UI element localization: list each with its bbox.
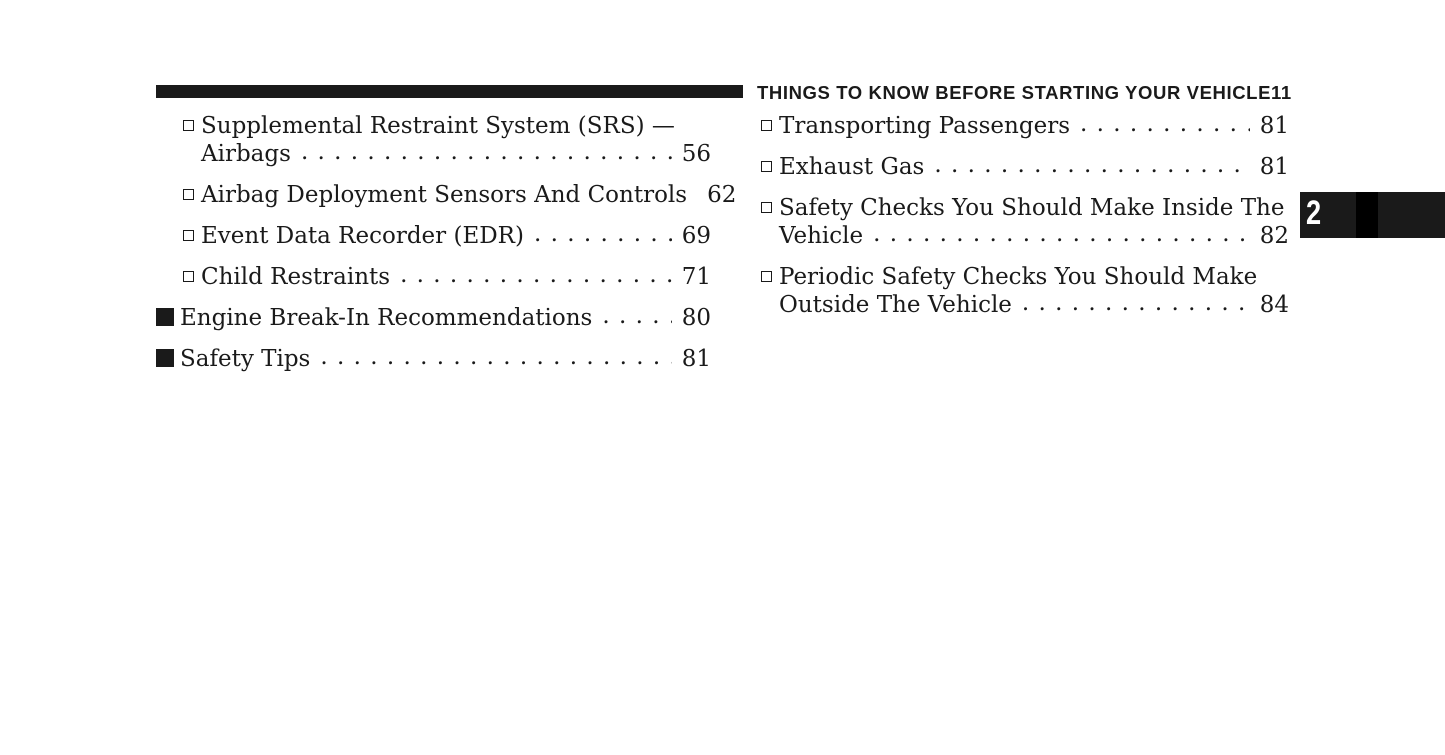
dot-leader <box>534 220 672 248</box>
toc-right-column <box>757 112 1289 332</box>
dot-leader <box>400 261 672 289</box>
checkbox-bullet-icon <box>183 271 194 282</box>
toc-entry-label: Child Restraints <box>201 264 391 290</box>
dot-leader <box>602 302 671 330</box>
checkbox-bullet-icon <box>183 230 194 241</box>
chapter-tab[interactable] <box>1300 192 1445 238</box>
toc-entry-page: 81 <box>1259 154 1289 180</box>
toc-entry-page: 82 <box>1259 223 1289 249</box>
toc-entry-page: 84 <box>1259 292 1289 318</box>
chapter-number: 2 <box>1306 194 1322 232</box>
dot-leader <box>320 343 671 371</box>
section-title: THINGS TO KNOW BEFORE STARTING YOUR VEHICLE <box>757 82 1272 103</box>
dot-leader <box>301 138 672 166</box>
checkbox-bullet-icon <box>761 161 772 172</box>
checkbox-bullet-icon <box>761 202 772 213</box>
toc-entry[interactable] <box>757 112 1289 140</box>
toc-entry[interactable] <box>757 153 1289 181</box>
chapter-tab-notch <box>1356 192 1378 238</box>
dot-leader <box>1022 289 1250 317</box>
toc-entry-label: Periodic Safety Checks You Should Make <box>779 264 1258 290</box>
toc-entry-page: 69 <box>681 223 711 249</box>
toc-entry[interactable] <box>156 112 711 168</box>
toc-entry-page: 81 <box>681 346 711 372</box>
toc-entry[interactable] <box>156 263 711 291</box>
toc-left-column <box>156 112 737 386</box>
toc-entry-label: Safety Checks You Should Make Inside The <box>779 195 1285 221</box>
header-rule <box>156 85 743 98</box>
checkbox-bullet-icon <box>183 189 194 200</box>
square-bullet-icon <box>156 349 174 367</box>
toc-entry[interactable] <box>757 263 1289 319</box>
toc-entry[interactable] <box>156 304 711 332</box>
dot-leader <box>1080 110 1250 138</box>
toc-entry-label-cont: Vehicle <box>779 223 864 249</box>
toc-entry[interactable] <box>156 345 711 373</box>
toc-entry-label: Exhaust Gas <box>779 154 925 180</box>
checkbox-bullet-icon <box>183 120 194 131</box>
toc-entry[interactable] <box>757 194 1289 250</box>
toc-entry-label-cont: Outside The Vehicle <box>779 292 1012 318</box>
square-bullet-icon <box>156 308 174 326</box>
toc-entry-label: Supplemental Restraint System (SRS) — <box>201 113 675 139</box>
page-number: 11 <box>1271 82 1292 103</box>
running-header <box>757 82 1292 104</box>
toc-entry-label: Event Data Recorder (EDR) <box>201 223 524 249</box>
toc-entry-page: 71 <box>681 264 711 290</box>
toc-entry-label-cont: Airbags <box>201 141 291 167</box>
toc-entry-page: 80 <box>681 305 711 331</box>
toc-entry-label: Airbag Deployment Sensors And Controls <box>201 182 688 208</box>
toc-entry-label: Engine Break-In Recommendations <box>180 305 593 331</box>
checkbox-bullet-icon <box>761 120 772 131</box>
toc-entry-label: Transporting Passengers <box>779 113 1070 139</box>
toc-entry[interactable] <box>156 181 737 209</box>
dot-leader <box>934 151 1249 179</box>
checkbox-bullet-icon <box>761 271 772 282</box>
toc-entry[interactable] <box>156 222 711 250</box>
toc-entry-page: 81 <box>1259 113 1289 139</box>
toc-entry-page: 62 <box>707 182 737 208</box>
dot-leader <box>873 220 1250 248</box>
toc-entry-label: Safety Tips <box>180 346 311 372</box>
toc-entry-page: 56 <box>681 141 711 167</box>
